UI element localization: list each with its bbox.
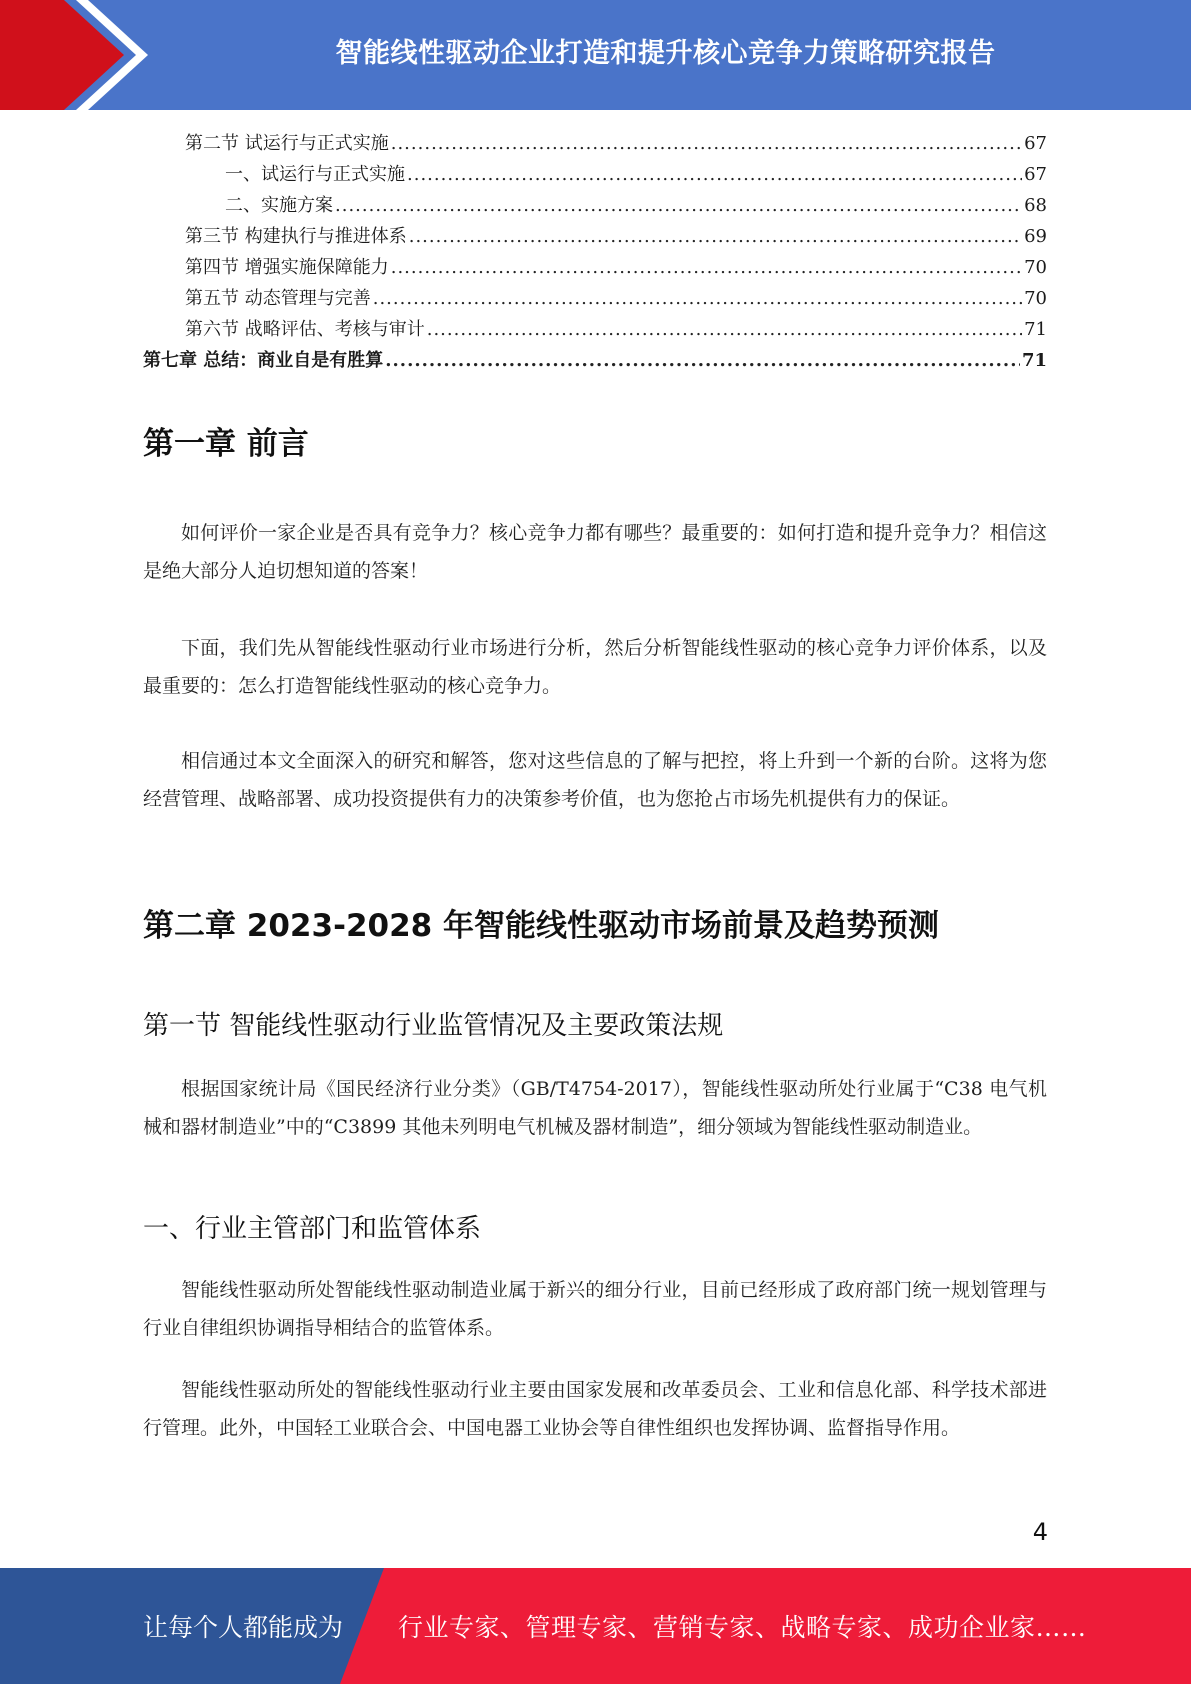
- paragraph: 智能线性驱动所处智能线性驱动制造业属于新兴的细分行业，目前已经形成了政府部门统一规划管理与行业自律组织协调指导相结合的监管体系。: [143, 1279, 1047, 1339]
- section-heading: 第一节 智能线性驱动行业监管情况及主要政策法规: [143, 1011, 724, 1041]
- toc-entry[interactable]: [143, 252, 1047, 283]
- toc-entry-label: 第七章 总结：商业自是有胜算: [143, 350, 384, 371]
- toc-entry-chapter[interactable]: [143, 345, 1047, 376]
- toc-leader-dots: [427, 314, 1022, 345]
- toc-entry-page: 71: [1024, 319, 1047, 340]
- toc-leader-dots: [335, 190, 1022, 221]
- toc-entry-label: 二、实施方案: [225, 195, 333, 216]
- toc-entry-page: 69: [1024, 226, 1047, 247]
- page-number: 4: [1032, 1518, 1048, 1546]
- table-of-contents: [143, 128, 1047, 376]
- toc-leader-dots: [385, 345, 1020, 376]
- toc-entry-page: 70: [1024, 288, 1047, 309]
- toc-entry[interactable]: [143, 128, 1047, 159]
- toc-entry-page: 67: [1024, 133, 1047, 154]
- paragraph: 相信通过本文全面深入的研究和解答，您对这些信息的了解与把控，将上升到一个新的台阶。这将为您经营管理、战略部署、成功投资提供有力的决策参考价值，也为您抢占市场先机提供有力的保证。: [143, 750, 1047, 810]
- toc-entry[interactable]: [143, 221, 1047, 252]
- toc-entry-label: 第二节 试运行与正式实施: [185, 133, 389, 154]
- toc-leader-dots: [409, 221, 1022, 252]
- page-footer: [0, 1568, 1191, 1684]
- toc-leader-dots: [391, 128, 1022, 159]
- toc-entry-page: 68: [1024, 195, 1047, 216]
- page-header: [0, 0, 1191, 110]
- subsection-heading: 一、行业主管部门和监管体系: [143, 1214, 482, 1244]
- toc-entry-label: 一、试运行与正式实施: [225, 164, 405, 185]
- footer-slogan-left: 让每个人都能成为: [143, 1613, 344, 1642]
- toc-entry-label: 第六节 战略评估、考核与审计: [185, 319, 425, 340]
- paragraph: 如何评价一家企业是否具有竞争力？核心竞争力都有哪些？最重要的：如何打造和提升竞争力？相信这是绝大部分人迫切想知道的答案！: [143, 522, 1047, 582]
- toc-entry-label: 第四节 增强实施保障能力: [185, 257, 389, 278]
- paragraph: 智能线性驱动所处的智能线性驱动行业主要由国家发展和改革委员会、工业和信息化部、科学技术部进行管理。此外，中国轻工业联合会、中国电器工业协会等自律性组织也发挥协调、监督指导作用。: [143, 1379, 1047, 1439]
- paragraph: 根据国家统计局《国民经济行业分类》（GB/T4754-2017），智能线性驱动所处行业属于“C38 电气机械和器材制造业”中的“C3899 其他未列明电气机械及器材制造”，细分领域为智能线性驱动制造业。: [143, 1078, 1047, 1138]
- chapter-2-heading: 第二章 2023-2028 年智能线性驱动市场前景及趋势预测: [143, 908, 940, 944]
- toc-leader-dots: [391, 252, 1022, 283]
- toc-leader-dots: [407, 159, 1022, 190]
- footer-slogan-right: 行业专家、管理专家、营销专家、战略专家、成功企业家……: [398, 1613, 1087, 1642]
- toc-entry[interactable]: [143, 159, 1047, 190]
- paragraph: 下面，我们先从智能线性驱动行业市场进行分析，然后分析智能线性驱动的核心竞争力评价体系，以及最重要的：怎么打造智能线性驱动的核心竞争力。: [143, 637, 1047, 697]
- toc-entry[interactable]: [143, 314, 1047, 345]
- report-title: 智能线性驱动企业打造和提升核心竞争力策略研究报告: [335, 37, 996, 69]
- chapter-1-heading: 第一章 前言: [143, 426, 309, 462]
- toc-entry[interactable]: [143, 283, 1047, 314]
- toc-entry[interactable]: [143, 190, 1047, 221]
- toc-entry-page: 71: [1021, 350, 1047, 371]
- toc-leader-dots: [373, 283, 1022, 314]
- toc-entry-page: 70: [1024, 257, 1047, 278]
- toc-entry-label: 第三节 构建执行与推进体系: [185, 226, 407, 247]
- toc-entry-page: 67: [1024, 164, 1047, 185]
- toc-entry-label: 第五节 动态管理与完善: [185, 288, 371, 309]
